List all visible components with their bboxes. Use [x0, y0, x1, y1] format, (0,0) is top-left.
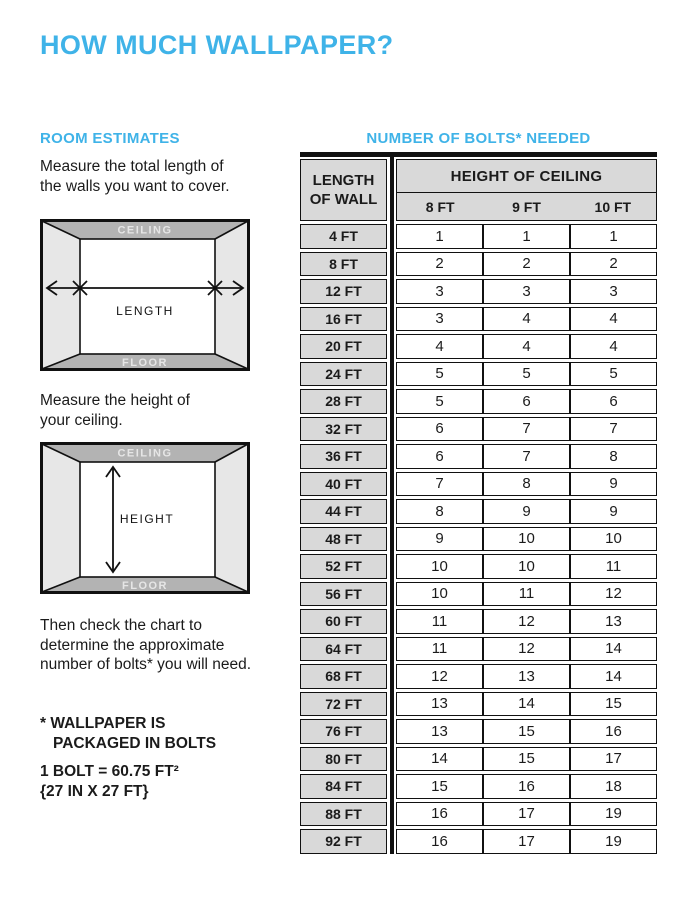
row-value: 3	[569, 280, 656, 303]
row-value: 1	[435, 227, 444, 245]
row-value: 2	[435, 255, 444, 273]
row-value: 9	[435, 530, 444, 548]
row-data	[396, 224, 657, 249]
table-row	[300, 802, 657, 827]
row-value: 10	[482, 528, 569, 551]
row-data	[396, 362, 657, 387]
table-row	[300, 389, 657, 414]
row-label: 92 FT	[300, 829, 387, 854]
paragraph-line: Then check the chart to	[40, 617, 202, 634]
row-label: 8 FT	[300, 252, 387, 277]
row-value: 11	[482, 583, 569, 606]
row-value: 4	[482, 308, 569, 331]
row-value: 14	[482, 693, 569, 716]
row-label: 84 FT	[300, 774, 387, 799]
row-label: 28 FT	[300, 389, 387, 414]
row-data	[396, 582, 657, 607]
row-label: 12 FT	[300, 279, 387, 304]
row-value: 19	[569, 830, 656, 853]
row-label: 64 FT	[300, 637, 387, 662]
row-label: 20 FT	[300, 334, 387, 359]
table-row	[300, 664, 657, 689]
row-value: 1	[569, 225, 656, 248]
row-value: 6	[435, 420, 444, 438]
row-value: 16	[482, 775, 569, 798]
row-value: 5	[569, 363, 656, 386]
row-value: 12	[569, 583, 656, 606]
row-value: 5	[482, 363, 569, 386]
row-label: 80 FT	[300, 747, 387, 772]
wallpaper-bolts-note	[40, 714, 216, 754]
floor-label: FLOOR	[122, 357, 168, 369]
row-data	[396, 802, 657, 827]
table-row	[300, 472, 657, 497]
row-label: 56 FT	[300, 582, 387, 607]
bolt-table	[300, 152, 657, 854]
row-value: 6	[569, 390, 656, 413]
row-value: 10	[569, 528, 656, 551]
row-value: 9	[569, 473, 656, 496]
row-data	[396, 472, 657, 497]
row-value: 13	[431, 695, 448, 713]
table-row	[300, 692, 657, 717]
table-row	[300, 417, 657, 442]
row-label: 32 FT	[300, 417, 387, 442]
row-label: 24 FT	[300, 362, 387, 387]
room-length-diagram	[40, 219, 250, 371]
table-row	[300, 252, 657, 277]
table-row	[300, 582, 657, 607]
table-row	[300, 637, 657, 662]
row-value: 5	[435, 365, 444, 383]
row-value: 12	[482, 610, 569, 633]
row-value: 16	[569, 720, 656, 743]
row-value: 11	[431, 640, 448, 658]
row-label: 48 FT	[300, 527, 387, 552]
row-value: 6	[435, 447, 444, 465]
row-data	[396, 389, 657, 414]
note-line: PACKAGED IN BOLTS	[53, 735, 217, 752]
table-row	[300, 279, 657, 304]
length-of-wall-header: LENGTH OF WALL	[300, 159, 387, 221]
room-estimates-heading: ROOM ESTIMATES	[40, 130, 180, 147]
row-value: 8	[435, 502, 444, 520]
row-value: 12	[431, 667, 448, 685]
row-data	[396, 279, 657, 304]
table-row	[300, 719, 657, 744]
room-height-diagram	[40, 442, 250, 594]
row-value: 1	[482, 225, 569, 248]
row-value: 3	[482, 280, 569, 303]
row-value: 12	[482, 638, 569, 661]
height-label: HEIGHT	[119, 512, 175, 526]
row-label: 68 FT	[300, 664, 387, 689]
row-value: 3	[435, 282, 444, 300]
row-value: 6	[482, 390, 569, 413]
bolts-needed-heading: NUMBER OF BOLTS* NEEDED	[366, 130, 591, 147]
row-value: 7	[482, 445, 569, 468]
row-label: 60 FT	[300, 609, 387, 634]
table-row	[300, 444, 657, 469]
row-value: 2	[482, 253, 569, 276]
row-value: 13	[482, 665, 569, 688]
row-label: 72 FT	[300, 692, 387, 717]
table-row	[300, 499, 657, 524]
row-data	[396, 747, 657, 772]
row-label: 40 FT	[300, 472, 387, 497]
table-row	[300, 307, 657, 332]
row-data	[396, 554, 657, 579]
page-title: HOW MUCH WALLPAPER?	[40, 30, 394, 60]
row-value: 13	[431, 722, 448, 740]
row-data	[396, 637, 657, 662]
table-row	[300, 747, 657, 772]
row-data	[396, 417, 657, 442]
row-value: 4	[569, 335, 656, 358]
row-label: 36 FT	[300, 444, 387, 469]
right-wall-panel	[215, 221, 248, 369]
table-row	[300, 362, 657, 387]
table-top-bar	[300, 152, 657, 157]
row-value: 9	[569, 500, 656, 523]
paragraph-line: your ceiling.	[40, 411, 123, 429]
row-data	[396, 499, 657, 524]
row-value: 15	[482, 720, 569, 743]
paragraph-line: Measure the height of	[40, 392, 190, 409]
row-value: 14	[431, 750, 448, 768]
table-row	[300, 829, 657, 854]
row-value: 9	[482, 500, 569, 523]
row-value: 11	[431, 612, 448, 630]
row-value: 3	[435, 310, 444, 328]
row-label: 4 FT	[300, 224, 387, 249]
row-label: 44 FT	[300, 499, 387, 524]
row-value: 15	[431, 777, 448, 795]
row-value: 10	[482, 555, 569, 578]
row-data	[396, 829, 657, 854]
row-value: 16	[431, 805, 448, 823]
row-data	[396, 664, 657, 689]
row-value: 4	[435, 337, 444, 355]
row-value: 14	[569, 665, 656, 688]
row-value: 7	[435, 475, 444, 493]
row-value: 19	[569, 803, 656, 826]
table-row	[300, 527, 657, 552]
paragraph-line: the walls you want to cover.	[40, 177, 230, 195]
row-value: 10	[431, 585, 448, 603]
row-data	[396, 609, 657, 634]
note-line: * WALLPAPER IS	[40, 715, 166, 732]
height-of-ceiling-header-block	[396, 159, 657, 221]
row-label: 76 FT	[300, 719, 387, 744]
column-header-10ft: 10 FT	[594, 198, 632, 215]
measure-height-paragraph	[40, 391, 190, 430]
row-value: 5	[435, 392, 444, 410]
row-value: 7	[482, 418, 569, 441]
row-value: 15	[482, 748, 569, 771]
row-value: 17	[482, 830, 569, 853]
bolt-info-line: 1 BOLT = 60.75 FT²	[40, 763, 179, 780]
row-value: 17	[482, 803, 569, 826]
row-value: 16	[431, 832, 448, 850]
right-wall-panel	[215, 444, 248, 592]
row-label: 52 FT	[300, 554, 387, 579]
left-wall-panel	[42, 444, 80, 592]
column-header-8ft: 8 FT	[425, 198, 455, 215]
row-value: 13	[569, 610, 656, 633]
floor-label: FLOOR	[122, 580, 168, 592]
row-value: 14	[569, 638, 656, 661]
row-data	[396, 444, 657, 469]
check-chart-paragraph	[40, 616, 251, 675]
length-label: LENGTH	[116, 304, 174, 318]
table-row	[300, 774, 657, 799]
row-value: 11	[569, 555, 656, 578]
row-value: 10	[431, 557, 448, 575]
row-value: 8	[569, 445, 656, 468]
height-of-ceiling-header: HEIGHT OF CEILING	[397, 160, 656, 193]
row-data	[396, 307, 657, 332]
table-row	[300, 224, 657, 249]
table-row	[300, 334, 657, 359]
bolt-info-line: {27 IN X 27 FT}	[40, 783, 149, 800]
paragraph-line: number of bolts* you will need.	[40, 656, 252, 673]
back-wall	[80, 239, 215, 354]
column-header-9ft: 9 FT	[512, 198, 541, 215]
row-data	[396, 719, 657, 744]
row-value: 4	[482, 335, 569, 358]
ceiling-label: CEILING	[117, 447, 173, 460]
bolt-table-body	[300, 224, 657, 854]
bolt-size-info	[40, 762, 179, 802]
row-label: 88 FT	[300, 802, 387, 827]
row-data	[396, 334, 657, 359]
measure-length-paragraph	[40, 157, 230, 196]
paragraph-line: Measure the total length of	[40, 158, 224, 175]
ceiling-height-columns	[397, 193, 656, 220]
row-value: 17	[569, 748, 656, 771]
paragraph-line: determine the approximate	[40, 636, 225, 654]
row-data	[396, 252, 657, 277]
ceiling-label: CEILING	[117, 224, 173, 237]
row-data	[396, 692, 657, 717]
row-value: 15	[569, 693, 656, 716]
row-value: 7	[569, 418, 656, 441]
table-row	[300, 609, 657, 634]
left-wall-panel	[42, 221, 80, 369]
row-data	[396, 527, 657, 552]
row-label: 16 FT	[300, 307, 387, 332]
table-header-row	[300, 159, 657, 221]
row-value: 2	[569, 253, 656, 276]
table-row	[300, 554, 657, 579]
row-value: 8	[482, 473, 569, 496]
row-value: 18	[569, 775, 656, 798]
row-data	[396, 774, 657, 799]
table-column-divider	[390, 152, 394, 854]
row-value: 4	[569, 308, 656, 331]
